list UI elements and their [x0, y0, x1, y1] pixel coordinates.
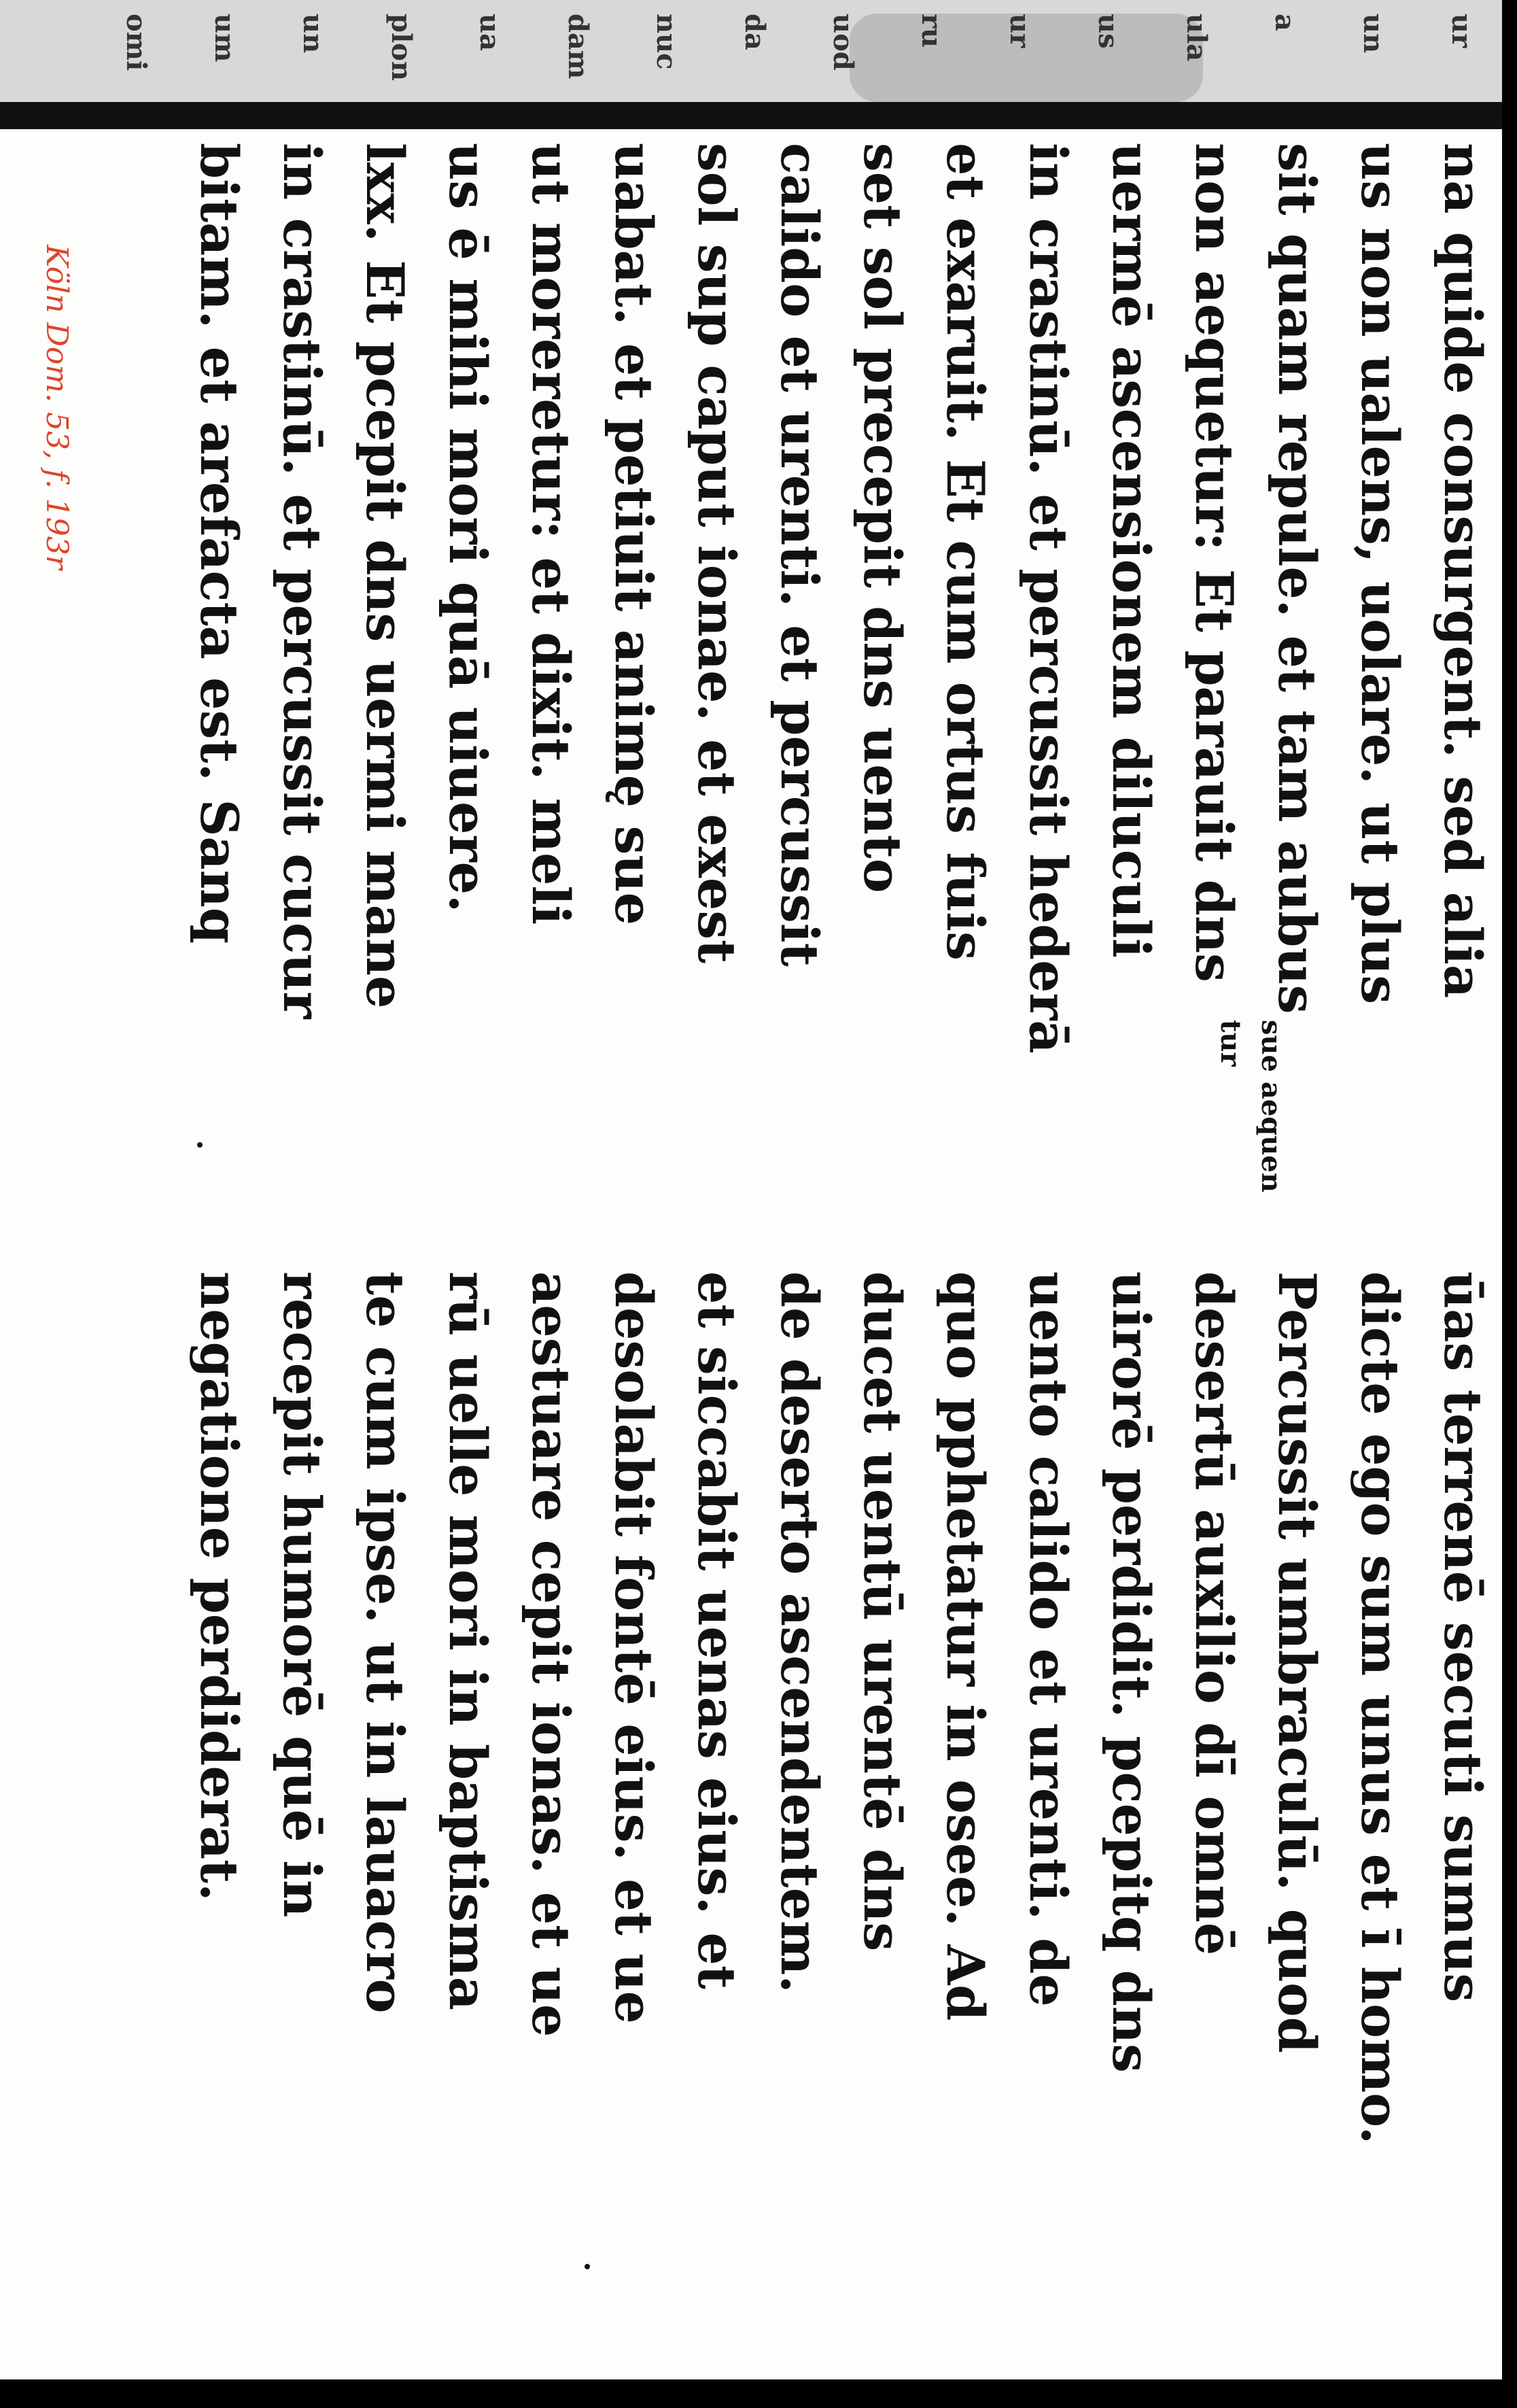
manuscript-line: na quide consurgent. sed alia — [1433, 143, 1493, 999]
manuscript-line: aestuare cepit ionas. et ue — [521, 1271, 581, 2037]
edge-fragment: nuc — [650, 14, 682, 70]
manuscript-line: desolabit fontē eius. et ue — [604, 1271, 664, 2024]
manuscript-line: uabat. et petiuit animę sue — [604, 143, 664, 925]
manuscript-line: negatione perdiderat. — [189, 1271, 249, 1902]
manuscript-line: uirorē perdidit. pcepitq dns — [1101, 1271, 1162, 2073]
manuscript-line: lxx. Et pcepit dns uermi mane — [355, 143, 415, 1009]
manuscript-line: ut moreretur: et dixit. meli — [521, 143, 581, 925]
manuscript-line: ducet uentū urentē dns — [852, 1271, 913, 1952]
speck — [197, 1142, 203, 1148]
edge-fragment: ua — [474, 14, 506, 51]
manuscript-line: dicte ego sum unus et ī homo. — [1350, 1271, 1410, 2145]
speck — [585, 2264, 590, 2269]
manuscript-line: in crastinū. et percussit cucur — [272, 143, 332, 1019]
manuscript-line: rū uelle mori in baptisma — [438, 1271, 498, 2010]
edge-fragment: ru — [916, 14, 947, 48]
edge-fragment: a — [1269, 14, 1301, 31]
edge-fragment: un — [297, 14, 329, 54]
manuscript-line: et siccabit uenas eius. et — [686, 1271, 747, 1989]
edge-fragment: da — [739, 14, 771, 50]
manuscript-line: quo pphetatur in osee. Ad — [935, 1271, 996, 2021]
edge-fragment: ula — [1181, 14, 1213, 62]
manuscript-line: us non ualens, uolare. ut plus — [1350, 143, 1410, 1005]
manuscript-line: sol sup caput ionae. et exest — [686, 143, 747, 964]
manuscript-line: sit quam repule. et tam aubus — [1267, 143, 1327, 1014]
edge-fragment: uod — [827, 14, 859, 71]
edge-fragment: plon — [385, 14, 417, 81]
manuscript-line: et exaruit. Et cum ortus fuis — [935, 143, 996, 961]
manuscript-line: Percussit umbraculū. quod — [1267, 1271, 1327, 2053]
manuscript-line: desertū auxilio dī omnē — [1184, 1271, 1244, 1956]
edge-fragment: un — [1357, 14, 1389, 54]
manuscript-line: te cum ipse. ut in lauacro — [355, 1271, 415, 2014]
manuscript-line: non aequetur: Et parauit dns — [1184, 143, 1244, 982]
manuscript-line: uento calido et urenti. de — [1018, 1271, 1079, 2007]
scan-border-right — [1502, 0, 1517, 2408]
manuscript-line: in crastinū. et percussit hederā — [1018, 143, 1079, 1054]
manuscript-line: bitam. et arefacta est. Sanq — [189, 143, 249, 944]
manuscript-line: uermē ascensionem diluculi — [1101, 143, 1162, 959]
scan-border-bottom — [0, 2379, 1517, 2408]
edge-fragment: us — [1092, 14, 1124, 49]
margin-note-line: tur — [1215, 1020, 1246, 1067]
manuscript-line: calido et urenti. et percussit — [769, 143, 830, 967]
manuscript-line: de deserto ascendentem. — [769, 1271, 830, 1993]
margin-note-line: sue aequen — [1255, 1020, 1287, 1192]
edge-fragment: um — [209, 14, 241, 63]
edge-fragment: ur — [1446, 14, 1478, 48]
manuscript-line: ūas terrenē secuti sumus — [1433, 1271, 1493, 2003]
manuscript-line: us ē mihi mori quā uiuere. — [438, 143, 498, 913]
edge-fragment: ur — [1004, 14, 1036, 48]
manuscript-line: recepit humorē quē in — [272, 1271, 332, 1918]
archive-note: Köln Dom. 53, f. 193r — [39, 245, 74, 570]
edge-fragment: dam — [562, 14, 594, 80]
manuscript-line: set sol precepit dns uento — [852, 143, 913, 893]
edge-fragment: omi — [120, 14, 152, 71]
